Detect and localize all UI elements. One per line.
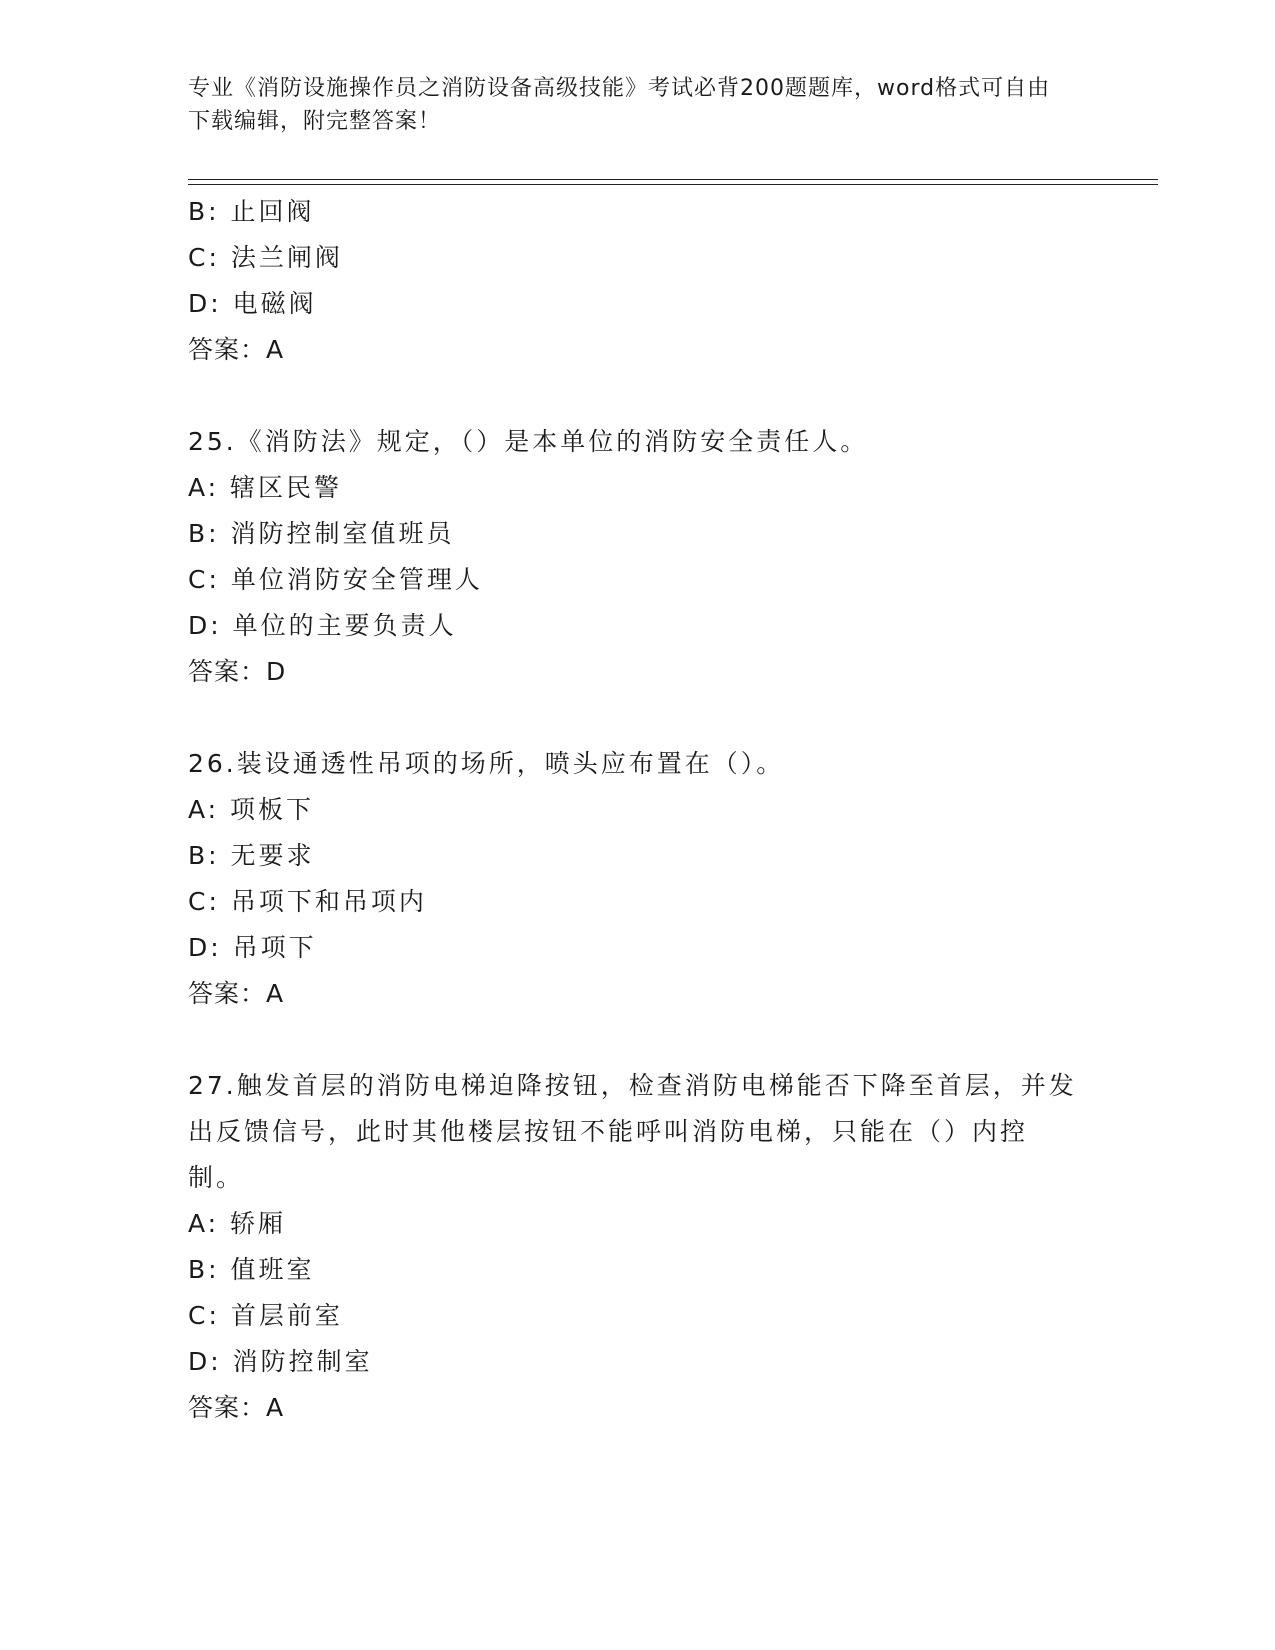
- option-text: 电磁阀: [232, 289, 317, 318]
- answer-value: A: [266, 335, 285, 364]
- option-text: 消防控制室值班员: [230, 519, 455, 548]
- answer-label: 答案：: [188, 335, 267, 364]
- option-text: 辖区民警: [230, 473, 343, 502]
- question-block-26: [188, 741, 1088, 1017]
- answer-value: D: [266, 657, 287, 686]
- question-list: [188, 189, 1088, 1431]
- page-header: 专业《消防设施操作员之消防设备高级技能》考试必背200题题库，word格式可自由下载编辑，附完整答案！: [188, 76, 1051, 134]
- option-text: 止回阀: [230, 197, 315, 226]
- question-block-27: [188, 1063, 1088, 1431]
- answer-row: [188, 971, 1088, 1017]
- option-row: [188, 1339, 1088, 1385]
- option-row: [188, 281, 1088, 327]
- question-stem: 27.触发首层的消防电梯迫降按钮，检查消防电梯能否下降至首层，并发出反馈信号，此时其他楼层按钮不能呼叫消防电梯，只能在（）内控制。: [188, 1071, 1077, 1192]
- option-letter: C:: [188, 565, 220, 594]
- option-letter: A:: [188, 473, 220, 502]
- option-letter: D:: [188, 289, 222, 318]
- option-text: 值班室: [230, 1255, 315, 1284]
- header-divider-bottom: [188, 184, 1158, 185]
- option-row: [188, 189, 1088, 235]
- option-letter: B:: [188, 197, 220, 226]
- option-row: [188, 1247, 1088, 1293]
- option-text: 首层前室: [230, 1301, 343, 1330]
- answer-row: [188, 1385, 1088, 1431]
- option-letter: D:: [188, 1347, 222, 1376]
- answer-row: [188, 649, 1088, 695]
- option-row: [188, 465, 1088, 511]
- option-row: [188, 603, 1088, 649]
- option-row: [188, 879, 1088, 925]
- option-letter: B:: [188, 841, 220, 870]
- option-text: 轿厢: [230, 1209, 287, 1238]
- option-row: [188, 557, 1088, 603]
- option-text: 消防控制室: [232, 1347, 373, 1376]
- option-text: 法兰闸阀: [230, 243, 343, 272]
- option-letter: A:: [188, 1209, 220, 1238]
- option-row: [188, 1293, 1088, 1339]
- option-letter: D:: [188, 933, 222, 962]
- option-text: 吊项下: [232, 933, 317, 962]
- option-letter: D:: [188, 611, 222, 640]
- option-row: [188, 833, 1088, 879]
- answer-value: A: [266, 979, 285, 1008]
- option-letter: B:: [188, 519, 220, 548]
- option-row: [188, 787, 1088, 833]
- question-stem: 25.《消防法》规定，（）是本单位的消防安全责任人。: [188, 427, 869, 456]
- option-row: [188, 235, 1088, 281]
- option-row: [188, 1201, 1088, 1247]
- answer-value: A: [266, 1393, 285, 1422]
- option-letter: B:: [188, 1255, 220, 1284]
- option-letter: C:: [188, 1301, 220, 1330]
- option-text: 项板下: [230, 795, 315, 824]
- answer-label: 答案：: [188, 657, 267, 686]
- option-letter: C:: [188, 887, 220, 916]
- header-divider-top: [188, 179, 1158, 180]
- option-text: 吊项下和吊项内: [230, 887, 427, 916]
- answer-label: 答案：: [188, 979, 267, 1008]
- option-text: 单位消防安全管理人: [230, 565, 483, 594]
- answer-label: 答案：: [188, 1393, 267, 1422]
- answer-row: [188, 327, 1088, 373]
- option-text: 无要求: [230, 841, 315, 870]
- option-text: 单位的主要负责人: [232, 611, 457, 640]
- option-row: [188, 925, 1088, 971]
- question-block-prev: [188, 189, 1088, 373]
- option-letter: A:: [188, 795, 220, 824]
- question-block-25: [188, 419, 1088, 695]
- question-stem: 26.装设通透性吊项的场所，喷头应布置在（）。: [188, 749, 785, 778]
- option-row: [188, 511, 1088, 557]
- option-letter: C:: [188, 243, 220, 272]
